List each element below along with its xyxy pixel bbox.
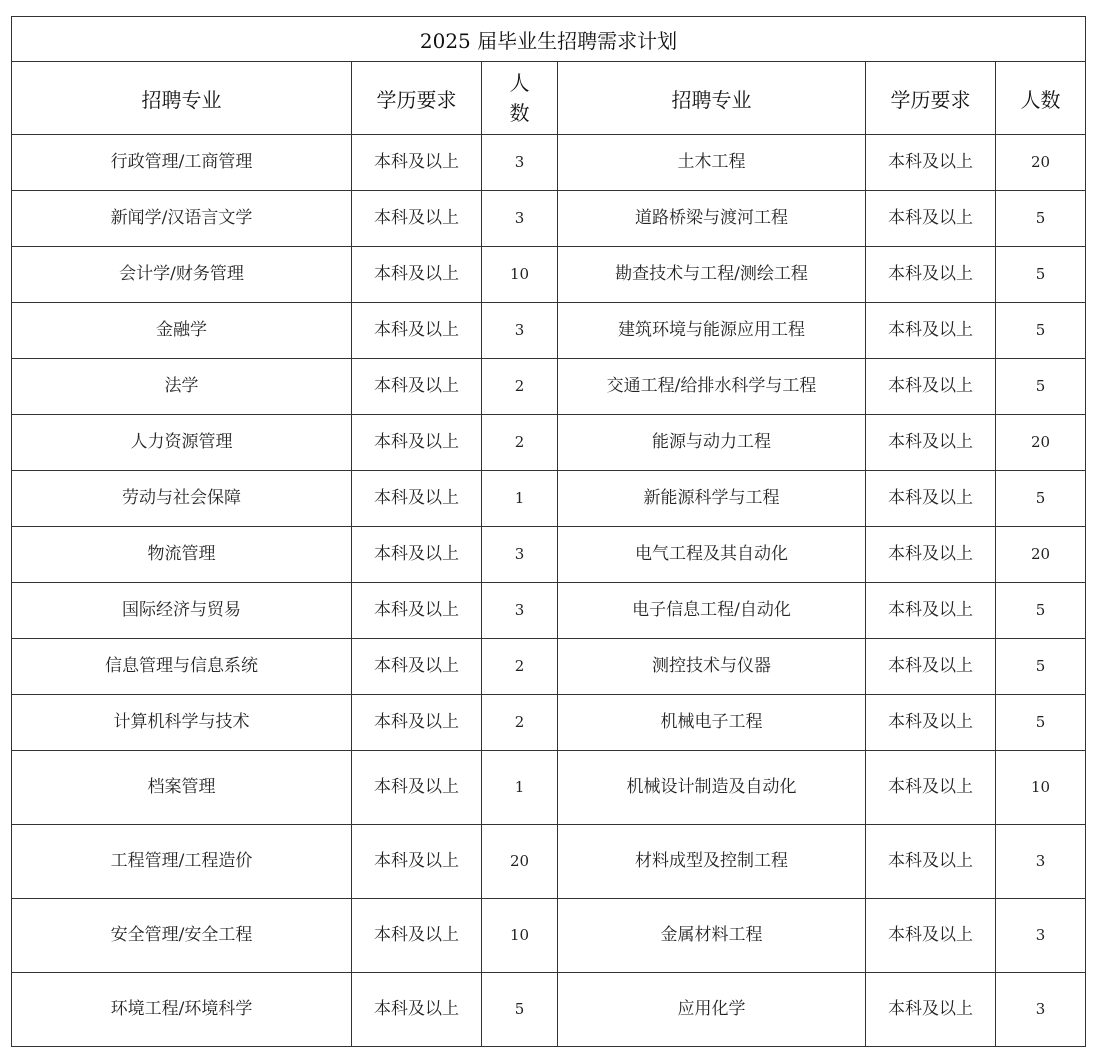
cell-count-right: 3 <box>996 973 1086 1047</box>
cell-major-right: 建筑环境与能源应用工程 <box>558 303 866 359</box>
header-count-left-text: 人 数 <box>509 71 530 125</box>
cell-major-right: 测控技术与仪器 <box>558 639 866 695</box>
cell-education-left: 本科及以上 <box>352 695 482 751</box>
cell-major-right: 交通工程/给排水科学与工程 <box>558 359 866 415</box>
cell-major-left: 行政管理/工商管理 <box>12 135 352 191</box>
header-count-right: 人数 <box>996 62 1086 135</box>
cell-education-left: 本科及以上 <box>352 639 482 695</box>
cell-count-right: 10 <box>996 751 1086 825</box>
table-row <box>12 471 1086 527</box>
cell-education-right: 本科及以上 <box>866 135 996 191</box>
cell-count-left: 2 <box>482 415 558 471</box>
cell-education-left: 本科及以上 <box>352 825 482 899</box>
cell-major-left: 计算机科学与技术 <box>12 695 352 751</box>
cell-count-left: 3 <box>482 191 558 247</box>
cell-education-right: 本科及以上 <box>866 247 996 303</box>
cell-count-left: 2 <box>482 359 558 415</box>
cell-major-right: 土木工程 <box>558 135 866 191</box>
cell-count-left: 10 <box>482 899 558 973</box>
cell-education-left: 本科及以上 <box>352 583 482 639</box>
cell-count-right: 5 <box>996 359 1086 415</box>
cell-education-right: 本科及以上 <box>866 899 996 973</box>
cell-major-left: 劳动与社会保障 <box>12 471 352 527</box>
cell-count-right: 5 <box>996 303 1086 359</box>
cell-major-left: 环境工程/环境科学 <box>12 973 352 1047</box>
cell-count-right: 5 <box>996 583 1086 639</box>
cell-education-right: 本科及以上 <box>866 303 996 359</box>
cell-major-right: 勘查技术与工程/测绘工程 <box>558 247 866 303</box>
cell-major-right: 机械电子工程 <box>558 695 866 751</box>
cell-major-right: 机械设计制造及自动化 <box>558 751 866 825</box>
cell-education-right: 本科及以上 <box>866 583 996 639</box>
cell-major-left: 安全管理/安全工程 <box>12 899 352 973</box>
table-body <box>12 135 1086 1047</box>
cell-major-left: 信息管理与信息系统 <box>12 639 352 695</box>
table-row <box>12 247 1086 303</box>
table-row <box>12 415 1086 471</box>
header-row <box>12 62 1086 135</box>
cell-education-right: 本科及以上 <box>866 695 996 751</box>
cell-education-left: 本科及以上 <box>352 303 482 359</box>
table-row <box>12 639 1086 695</box>
table-row <box>12 973 1086 1047</box>
cell-education-left: 本科及以上 <box>352 471 482 527</box>
table-row <box>12 303 1086 359</box>
cell-major-right: 新能源科学与工程 <box>558 471 866 527</box>
cell-major-left: 金融学 <box>12 303 352 359</box>
cell-education-left: 本科及以上 <box>352 527 482 583</box>
table-row <box>12 359 1086 415</box>
cell-major-right: 材料成型及控制工程 <box>558 825 866 899</box>
cell-education-right: 本科及以上 <box>866 471 996 527</box>
table-row <box>12 191 1086 247</box>
cell-count-left: 10 <box>482 247 558 303</box>
table-title: 2025 届毕业生招聘需求计划 <box>12 17 1086 62</box>
cell-education-right: 本科及以上 <box>866 751 996 825</box>
table-row <box>12 825 1086 899</box>
cell-education-left: 本科及以上 <box>352 359 482 415</box>
header-count-left <box>482 62 558 135</box>
cell-count-left: 20 <box>482 825 558 899</box>
table-row <box>12 527 1086 583</box>
cell-major-left: 工程管理/工程造价 <box>12 825 352 899</box>
table-row <box>12 751 1086 825</box>
cell-count-right: 3 <box>996 825 1086 899</box>
cell-count-left: 1 <box>482 751 558 825</box>
cell-count-left: 3 <box>482 527 558 583</box>
table-row <box>12 135 1086 191</box>
cell-count-right: 3 <box>996 899 1086 973</box>
cell-major-right: 能源与动力工程 <box>558 415 866 471</box>
header-major-left: 招聘专业 <box>12 62 352 135</box>
cell-count-left: 3 <box>482 303 558 359</box>
cell-education-right: 本科及以上 <box>866 527 996 583</box>
cell-count-left: 2 <box>482 695 558 751</box>
cell-count-left: 1 <box>482 471 558 527</box>
cell-count-right: 20 <box>996 527 1086 583</box>
cell-education-right: 本科及以上 <box>866 415 996 471</box>
cell-education-left: 本科及以上 <box>352 751 482 825</box>
recruitment-plan-table <box>11 16 1086 1047</box>
cell-major-left: 会计学/财务管理 <box>12 247 352 303</box>
cell-major-right: 电子信息工程/自动化 <box>558 583 866 639</box>
cell-count-left: 3 <box>482 583 558 639</box>
table-row <box>12 583 1086 639</box>
cell-major-right: 道路桥梁与渡河工程 <box>558 191 866 247</box>
header-education-right: 学历要求 <box>866 62 996 135</box>
cell-education-right: 本科及以上 <box>866 639 996 695</box>
cell-count-right: 5 <box>996 191 1086 247</box>
cell-education-left: 本科及以上 <box>352 415 482 471</box>
cell-count-right: 5 <box>996 639 1086 695</box>
cell-count-right: 5 <box>996 471 1086 527</box>
cell-education-right: 本科及以上 <box>866 973 996 1047</box>
cell-education-right: 本科及以上 <box>866 191 996 247</box>
title-row <box>12 17 1086 62</box>
cell-major-left: 法学 <box>12 359 352 415</box>
cell-count-left: 2 <box>482 639 558 695</box>
header-education-left: 学历要求 <box>352 62 482 135</box>
cell-count-right: 20 <box>996 135 1086 191</box>
cell-major-right: 金属材料工程 <box>558 899 866 973</box>
cell-major-right: 电气工程及其自动化 <box>558 527 866 583</box>
cell-major-left: 档案管理 <box>12 751 352 825</box>
cell-major-left: 国际经济与贸易 <box>12 583 352 639</box>
cell-education-left: 本科及以上 <box>352 135 482 191</box>
cell-education-left: 本科及以上 <box>352 973 482 1047</box>
cell-major-left: 人力资源管理 <box>12 415 352 471</box>
table-row <box>12 695 1086 751</box>
cell-education-right: 本科及以上 <box>866 825 996 899</box>
cell-major-right: 应用化学 <box>558 973 866 1047</box>
cell-education-right: 本科及以上 <box>866 359 996 415</box>
cell-count-right: 5 <box>996 695 1086 751</box>
table-row <box>12 899 1086 973</box>
cell-education-left: 本科及以上 <box>352 191 482 247</box>
header-major-right: 招聘专业 <box>558 62 866 135</box>
cell-count-left: 5 <box>482 973 558 1047</box>
cell-education-left: 本科及以上 <box>352 899 482 973</box>
cell-major-left: 物流管理 <box>12 527 352 583</box>
cell-count-left: 3 <box>482 135 558 191</box>
cell-count-right: 20 <box>996 415 1086 471</box>
cell-major-left: 新闻学/汉语言文学 <box>12 191 352 247</box>
cell-count-right: 5 <box>996 247 1086 303</box>
cell-education-left: 本科及以上 <box>352 247 482 303</box>
